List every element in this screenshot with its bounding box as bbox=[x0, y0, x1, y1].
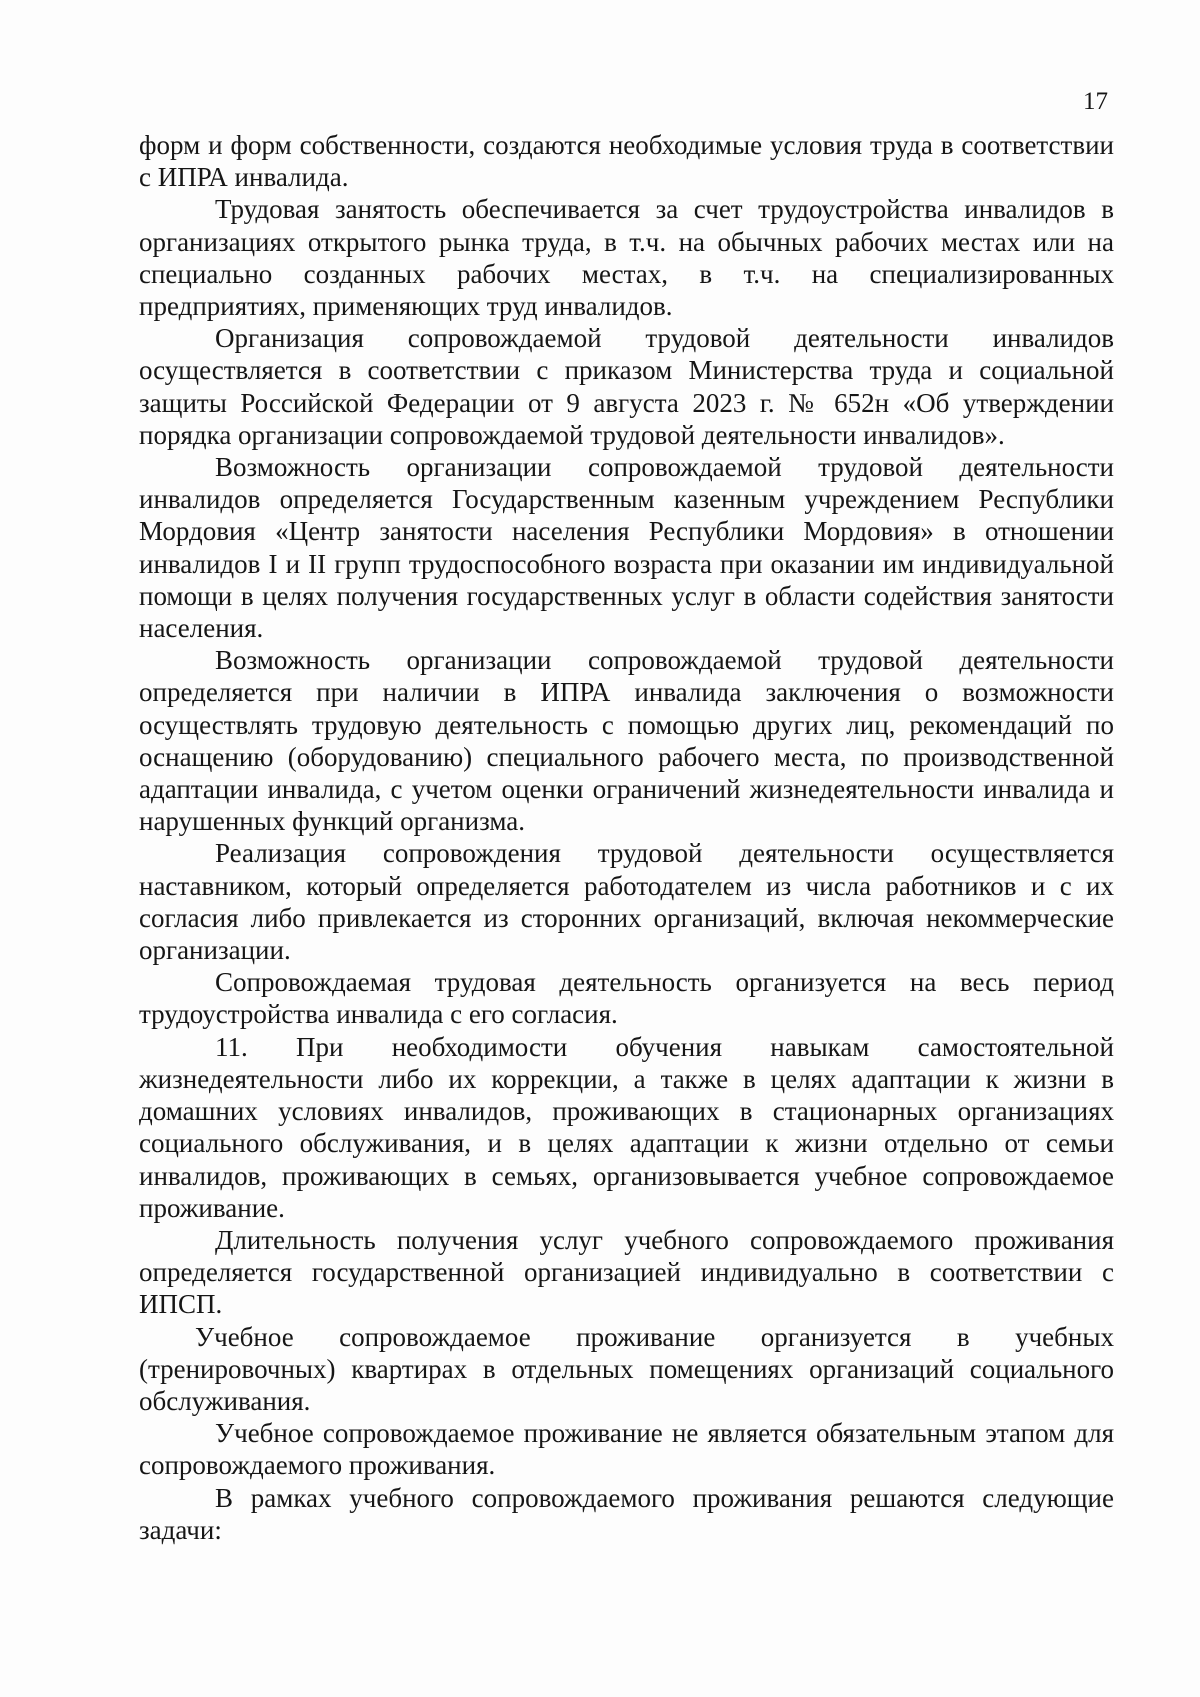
paragraph-item-11: 11. При необходимости обучения навыкам самостоятельной жизнедеятельности либо их коррекции, а также в целях адаптации к жизни в домашних условиях инвалидов, проживающих в стационарных организациях социального обслуживания, и в целях адаптации к жизни отдельно от семьи инвалидов, проживающих в семьях, организовывается учебное сопровождаемое проживание. bbox=[139, 1031, 1114, 1223]
paragraph: Учебное сопровождаемое проживание не является обязательным этапом для сопровождаемого проживания. bbox=[139, 1418, 1114, 1481]
paragraph: В рамках учебного сопровождаемого проживания решаются следующие задачи: bbox=[139, 1482, 1114, 1545]
paragraph: Реализация сопровождения трудовой деятельности осуществляется наставником, который определяется работодателем из числа работников и с их согласия либо привлекается из сторонних организаций, включая некоммерческие организации. bbox=[139, 838, 1114, 966]
paragraph: Длительность получения услуг учебного сопровождаемого проживания определяется государственной организацией индивидуально в соответствии с ИПСП. bbox=[139, 1224, 1114, 1320]
paragraph: Трудовая занятость обеспечивается за счет трудоустройства инвалидов в организациях открытого рынка труда, в т.ч. на обычных рабочих местах или на специально созданных рабочих местах, в т.ч. на специализированных предприятиях, применяющих труд инвалидов. bbox=[139, 194, 1114, 322]
paragraph: форм и форм собственности, создаются необходимые условия труда в соответствии с ИПРА инвалида. bbox=[139, 130, 1114, 193]
document-body bbox=[139, 129, 1114, 1546]
paragraph: Организация сопровождаемой трудовой деятельности инвалидов осуществляется в соответствии с приказом Министерства труда и социальной защиты Российской Федерации от 9 августа 2023 г. № 652н «Об утверждении порядка организации сопровождаемой трудовой деятельности инвалидов». bbox=[139, 323, 1114, 450]
paragraph: Сопровождаемая трудовая деятельность организуется на весь период трудоустройства инвалида с его согласия. bbox=[139, 967, 1114, 1030]
paragraph: Возможность организации сопровождаемой трудовой деятельности определяется при наличии в ИПРА инвалида заключения о возможности осуществлять трудовую деятельность с помощью других лиц, рекомендаций по оснащению (оборудованию) специального рабочего места, по производственной адаптации инвалида, с учетом оценки ограничений жизнедеятельности инвалида и нарушенных функций организма. bbox=[139, 645, 1114, 837]
paragraph: Учебное сопровождаемое проживание организуется в учебных (тренировочных) квартирах в отдельных помещениях организаций социального обслуживания. bbox=[139, 1321, 1114, 1416]
paragraph: Возможность организации сопровождаемой трудовой деятельности инвалидов определяется Государственным казенным учреждением Республики Мордовия «Центр занятости населения Республики Мордовия» в отношении инвалидов I и II групп трудоспособного возраста при оказании им индивидуальной помощи в целях получения государственных услуг в области содействия занятости населения. bbox=[139, 452, 1114, 644]
page-number: 17 bbox=[1083, 88, 1108, 115]
